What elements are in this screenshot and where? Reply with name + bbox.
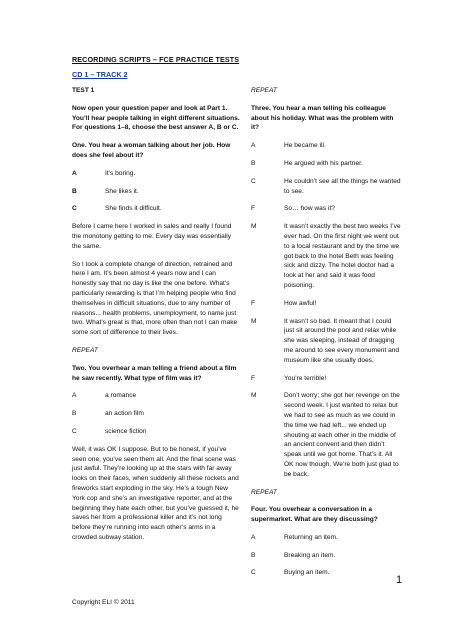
- option-text: She finds it difficult.: [105, 205, 162, 213]
- question-1: One. You hear a woman talking about her job. How does she feel about it?: [72, 142, 231, 159]
- q3-option-a: [251, 141, 401, 151]
- option-key: C: [251, 569, 256, 577]
- copyright-footer: Copyright ELI © 2011: [72, 599, 135, 606]
- page-number: 1: [396, 574, 403, 586]
- option-key: C: [72, 205, 77, 213]
- repeat-label: REPEAT: [72, 346, 98, 354]
- speaker: M: [251, 223, 257, 231]
- document-header: RECORDING SCRIPTS – FCE PRACTICE TESTS: [72, 55, 240, 64]
- q4-option-a: [251, 533, 401, 543]
- line-text: So… how was it?: [284, 205, 335, 213]
- script-paragraph-1: Before I came here I worked in sales and really I found the monotony getting to me. Every day was essentially the same.: [72, 223, 232, 250]
- speaker: M: [251, 317, 257, 325]
- q2-option-b: [72, 409, 240, 419]
- q4-option-b: [251, 551, 401, 561]
- line-text: You’re terrible!: [284, 374, 327, 382]
- option-text: Returning an item.: [284, 533, 338, 541]
- speaker: F: [251, 299, 256, 307]
- option-key: A: [72, 392, 77, 400]
- right-column: [251, 86, 401, 586]
- option-key: B: [251, 551, 256, 559]
- option-text: She likes it.: [105, 187, 139, 195]
- line-text: How awful!: [284, 299, 317, 307]
- repeat-label: REPEAT: [251, 87, 277, 94]
- option-key: C: [72, 427, 77, 435]
- option-key: B: [72, 410, 77, 418]
- left-column: [72, 86, 240, 551]
- option-key: B: [72, 187, 77, 195]
- option-key: A: [251, 533, 256, 541]
- speaker: F: [251, 374, 256, 382]
- option-text: It’s boring.: [105, 169, 136, 177]
- track-heading: CD 1 – TRACK 2: [72, 70, 128, 79]
- dialogue-line: [251, 374, 401, 384]
- speaker: F: [251, 205, 256, 213]
- dialogue-line: [251, 391, 401, 479]
- line-text: It wasn’t exactly the best two weeks I’ve ever had. On the first night we went out to a local restaurant and by the time we got back to the hotel Beth was feeling sick and dizzy. The hotel doctor had a look at her and said it was food poisoning.: [284, 223, 401, 289]
- option-key: A: [72, 169, 77, 177]
- option-text: Breaking an item.: [284, 551, 336, 559]
- option-text: He argued with his partner.: [284, 159, 363, 167]
- option-key: B: [251, 159, 256, 167]
- speaker: M: [251, 392, 257, 400]
- question-3: Three. You hear a man telling his colleague about his holiday. What was the problem with it?: [251, 104, 394, 132]
- intro-paragraph: Now open your question paper and look at Part 1. You’ll hear people talking in eight different situations. For questions 1–8, choose the best answer A, B or C.: [72, 104, 240, 132]
- q2-option-a: [72, 391, 240, 401]
- q2-option-c: [72, 427, 240, 437]
- line-text: It wasn’t so bad. It meant that I could just sit around the pool and relax while she was sleeping, instead of dragging me around to see every monument and museum like she usually does.: [284, 317, 400, 364]
- question-2: Two. You overhear a man telling a friend about a film he saw recently. What type of film was it?: [72, 364, 237, 382]
- q1-option-b: [72, 187, 240, 197]
- option-text: He couldn’t see all the things he wanted to see.: [284, 177, 401, 195]
- script-paragraph-2: So I took a complete change of direction, retrained and here I am. It’s been almost 4 years now and I can honestly say that no day is like the one before. What’s particularly rewarding is that I’m helping people who find themselves in difficult situations, due to any number of reasons... health problems, unemployment, to name just two. What’s great is that, more often than not I can make some sort of difference to their lives.: [72, 260, 238, 337]
- dialogue-line: [251, 299, 401, 309]
- repeat-label: REPEAT: [251, 488, 277, 496]
- q3-option-b: [251, 159, 401, 169]
- option-text: an action film: [105, 410, 144, 418]
- option-key: C: [251, 177, 256, 185]
- q1-option-a: [72, 169, 240, 179]
- q1-option-c: [72, 204, 240, 214]
- question-4: Four. You overhear a conversation in a supermarket. What are they discussing?: [251, 506, 378, 524]
- dialogue-line: [251, 222, 401, 291]
- option-text: science fiction: [105, 427, 147, 435]
- dialogue-line: [251, 317, 401, 366]
- test-heading: TEST 1: [72, 87, 95, 94]
- script-paragraph-3: Well, it was OK I suppose. But to be honest, if you’ve seen one, you’ve seen them all. And the final scene was just awful. They’re looking up at the stars with far away looks on their faces, when suddenly all these rockets and fireworks start exploding in the sky. He’s a tough New York cop and she’s an investigative reporter, and at the beginning they hate each other, but you’ve guessed it, he saves her from a professional killer and it’s not long before they’re running into each other’s arms in a crowded subway station.: [72, 445, 239, 541]
- option-text: Buying an item.: [284, 569, 330, 577]
- line-text: Don’t worry; she got her revenge on the second week. I just wanted to relax but we had to see as much as we could in the time we had left... we ended up shouting at each other in the middle of an ancient convent and then didn’t speak until we got home. That’s it. All OK now though. We’re both just glad to be back.: [284, 392, 400, 478]
- q4-option-c: [251, 568, 401, 578]
- q3-option-c: [251, 177, 401, 197]
- option-text: He became ill.: [284, 142, 326, 150]
- option-key: A: [251, 142, 256, 150]
- dialogue-line: [251, 204, 401, 214]
- option-text: a romance: [105, 392, 137, 400]
